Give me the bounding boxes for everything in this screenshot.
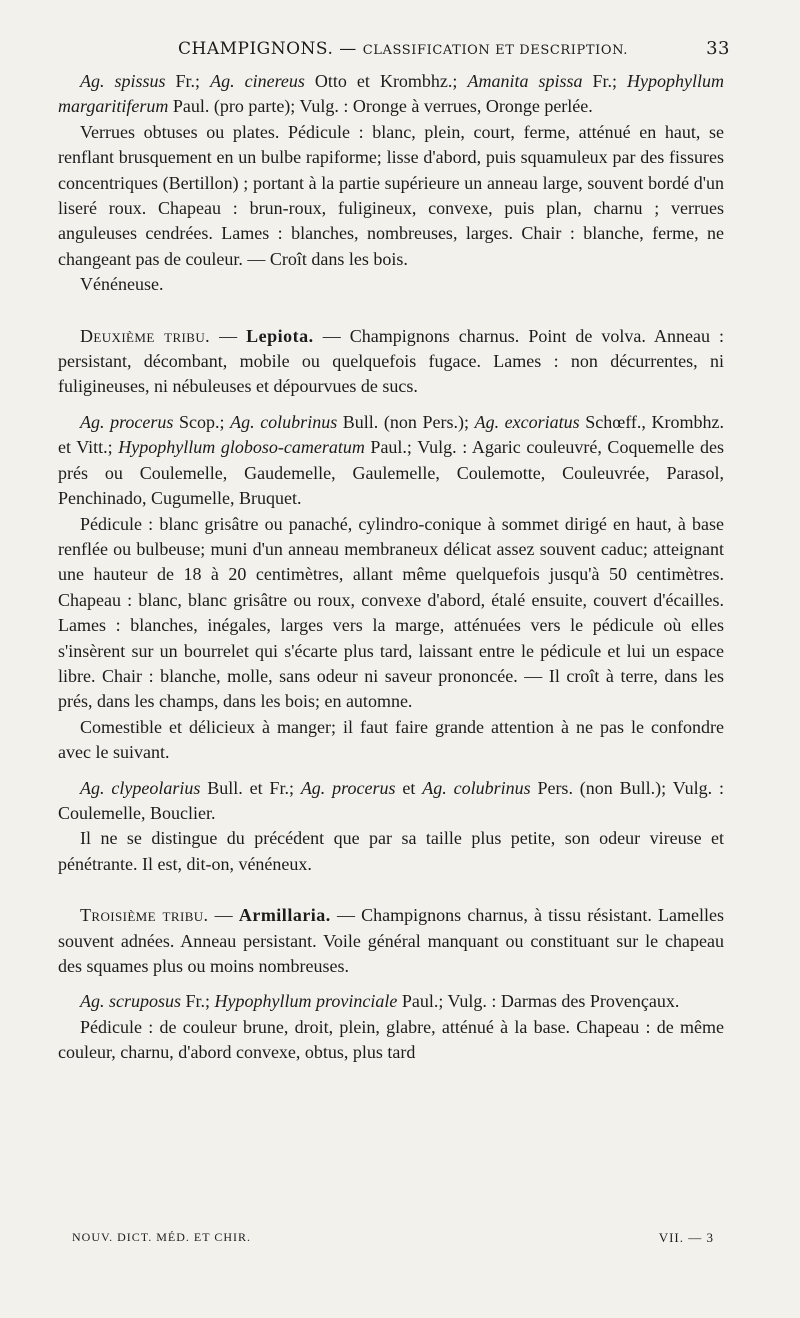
running-title-main: CHAMPIGNONS. <box>178 39 334 59</box>
running-title <box>178 39 628 59</box>
species-synonyms-scruposus: Ag. scruposus Fr.; Hypophyllum provinciale Paul.; Vulg. : Darmas des Provençaux. <box>80 991 680 1012</box>
description-clypeolarius: Il ne se distingue du précédent que par sa taille plus petite, son odeur vireuse et pénétrante. Il est, dit-on, vénéneux. <box>58 828 724 874</box>
species-synonyms-procerus: Ag. procerus Scop.; Ag. colubrinus Bull. (non Pers.); Ag. excoriatus Schœff., Krombhz. et Vitt.; Hypophyllum globoso-cameratum Paul.; Vulg. : Agaric couleuvré, Coquemelle des prés ou Coulemelle, Gaudemelle, Gaulemelle, Coulemotte, Couleuvrée, Parasol, Penchinado, Cugumelle, Bruquet. <box>58 411 724 509</box>
page-footer <box>72 1230 714 1246</box>
description-spissus: Verrues obtuses ou plates. Pédicule : blanc, plein, court, ferme, atténué en haut, se renflant brusquement en un bulbe rapiforme; lisse d'abord, puis squamuleux par des fissures concentriques (Bertillon) ; portant à la partie supérieure un anneau large, souvent bordé d'un liseré roux. Chapeau : brun-roux, fuligineux, convexe, puis plan, charnu ; verrues anguleuses cendrées. Lames : blanches, nombreuses, larges. Chair : blanche, ferme, ne changeant pas de couleur. — Croît dans les bois. <box>58 121 724 269</box>
species-synonyms-spissus: Ag. spissus Fr.; Ag. cinereus Otto et Krombhz.; Amanita spissa Fr.; Hypophyllum margaritiferum Paul. (pro parte); Vulg. : Oronge à verrues, Oronge perlée. <box>58 71 725 117</box>
tribe-heading-armillaria: Troisième tribu. — Armillaria. — Champignons charnus, à tissu résistant. Lamelles souvent adnées. Anneau persistant. Voile général manquant ou constituant sur le chapeau des squames plus ou moins nombreuses. <box>58 905 724 976</box>
running-title-subtitle: CLASSIFICATION ET DESCRIPTION. <box>362 43 629 58</box>
running-header <box>178 38 730 59</box>
description-procerus: Pédicule : blanc grisâtre ou panaché, cylindro-conique à sommet dirigé en haut, à base renflée ou bulbeuse; muni d'un anneau membraneux délicat assez souvent caduc; atteignant une hauteur de 18 à 20 centimètres, allant même quelquefois jusqu'à 50 centimètres. Chapeau : blanc, blanc grisâtre ou roux, convexe d'abord, étalé ensuite, couvert d'écailles. Lames : blanches, inégales, larges vers la marge, atténuées vers le pédicule où elles s'insèrent sur un bourrelet qui s'écarte plus tard, laissant entre le pédicule et lui un espace libre. Chair : blanche, molle, sans odeur ni saveur prononcée. — Il croît à terre, dans les prés, dans les champs, dans les bois; en automne. <box>58 513 724 712</box>
page-number: 33 <box>706 38 730 59</box>
toxicity-note-spissus: Vénéneuse. <box>80 274 164 295</box>
footer-publication: NOUV. DICT. MÉD. ET CHIR. <box>72 1230 252 1244</box>
description-scruposus: Pédicule : de couleur brune, droit, plein, glabre, atténué à la base. Chapeau : de même couleur, charnu, d'abord convexe, obtus, plus tard <box>58 1016 724 1063</box>
footer-signature: VII. — 3 <box>658 1230 714 1245</box>
running-title-dash: — <box>339 39 357 59</box>
edibility-note-procerus: Comestible et délicieux à manger; il faut faire grande attention à ne pas le confondre avec le suivant. <box>58 716 724 763</box>
species-synonyms-clypeolarius: Ag. clypeolarius Bull. et Fr.; Ag. procerus et Ag. colubrinus Pers. (non Bull.); Vulg. : Coulemelle, Bouclier. <box>58 777 724 823</box>
tribe-heading-lepiota: Deuxième tribu. — Lepiota. — Champignons charnus. Point de volva. Anneau : persistant, décombant, mobile ou quelquefois fugace. Lames : non décurrentes, ni fuligineuses, ni nébuleuses et dépourvues de sucs. <box>58 325 724 397</box>
